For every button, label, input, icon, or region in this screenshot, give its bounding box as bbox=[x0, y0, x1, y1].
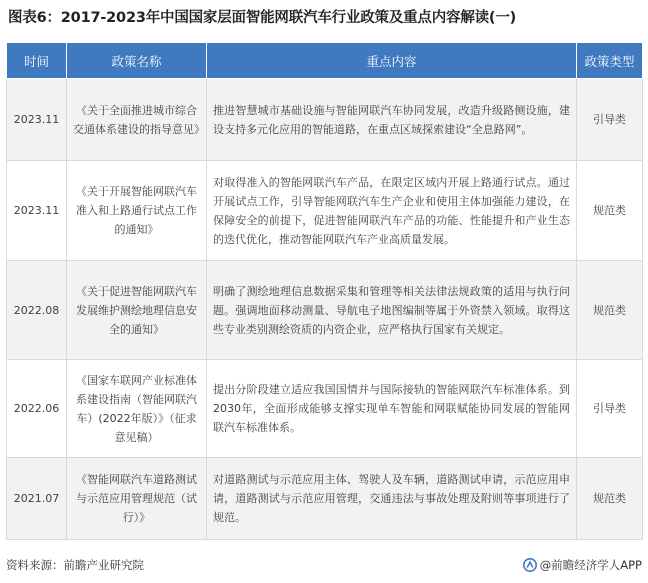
table-row bbox=[7, 458, 643, 540]
cell-content: 对取得准入的智能网联汽车产品，在限定区域内开展上路通行试点。通过开展试点工作，引导智能网联汽车生产企业和使用主体加强能力建设，在保障安全的前提下，促进智能网联汽车产品的功能、性能提升和产业生态的迭代优化，推动智能网联汽车产业高质量发展。 bbox=[207, 161, 577, 261]
qianzhan-logo-icon bbox=[523, 558, 537, 572]
cell-policy-name: 《关于开展智能网联汽车准入和上路通行试点工作的通知》 bbox=[67, 161, 207, 261]
column-header-name: 政策名称 bbox=[67, 43, 207, 79]
cell-time: 2021.07 bbox=[7, 458, 67, 540]
table-row bbox=[7, 261, 643, 360]
cell-content: 明确了测绘地理信息数据采集和管理等相关法律法规政策的适用与执行问题。强调地面移动测量、导航电子地图编制等属于外资禁入领域。取得这些专业类别测绘资质的内资企业，应严格执行国家有关规定。 bbox=[207, 261, 577, 360]
cell-type: 规范类 bbox=[577, 261, 643, 360]
cell-time: 2022.06 bbox=[7, 360, 67, 458]
brand-label: @前瞻经济学人APP bbox=[539, 558, 642, 572]
source-note: 资料来源：前瞻产业研究院 bbox=[6, 558, 144, 572]
table-header-row bbox=[7, 43, 643, 79]
cell-content: 推进智慧城市基础设施与智能网联汽车协同发展，改造升级路侧设施，建设支持多元化应用的智能道路，在重点区域探索建设“全息路网”。 bbox=[207, 79, 577, 161]
cell-time: 2023.11 bbox=[7, 161, 67, 261]
cell-policy-name: 《关于全面推进城市综合交通体系建设的指导意见》 bbox=[67, 79, 207, 161]
cell-policy-name: 《智能网联汽车道路测试与示范应用管理规范（试行）》 bbox=[67, 458, 207, 540]
cell-type: 引导类 bbox=[577, 360, 643, 458]
cell-type: 规范类 bbox=[577, 161, 643, 261]
column-header-time: 时间 bbox=[7, 43, 67, 79]
cell-time: 2023.11 bbox=[7, 79, 67, 161]
cell-policy-name: 《国家车联网产业标准体系建设指南（智能网联汽车）(2022年版）》（征求意见稿） bbox=[67, 360, 207, 458]
cell-time: 2022.08 bbox=[7, 261, 67, 360]
table-row bbox=[7, 360, 643, 458]
cell-policy-name: 《关于促进智能网联汽车发展维护测绘地理信息安全的通知》 bbox=[67, 261, 207, 360]
brand-credit bbox=[523, 557, 642, 573]
column-header-type: 政策类型 bbox=[577, 43, 643, 79]
cell-type: 规范类 bbox=[577, 458, 643, 540]
policy-table bbox=[6, 42, 643, 540]
cell-content: 对道路测试与示范应用主体、驾驶人及车辆，道路测试申请，示范应用申请，道路测试与示范应用管理，交通违法与事故处理及附则等事项进行了规范。 bbox=[207, 458, 577, 540]
cell-type: 引导类 bbox=[577, 79, 643, 161]
table-row bbox=[7, 79, 643, 161]
table-row bbox=[7, 161, 643, 261]
column-header-content: 重点内容 bbox=[207, 43, 577, 79]
cell-content: 提出分阶段建立适应我国国情并与国际接轨的智能网联汽车标准体系。到2030年，全面形成能够支撑实现单车智能和网联赋能协同发展的智能网联汽车标准体系。 bbox=[207, 360, 577, 458]
page-title: 图表6：2017-2023年中国国家层面智能网联汽车行业政策及重点内容解读(一) bbox=[8, 10, 517, 26]
